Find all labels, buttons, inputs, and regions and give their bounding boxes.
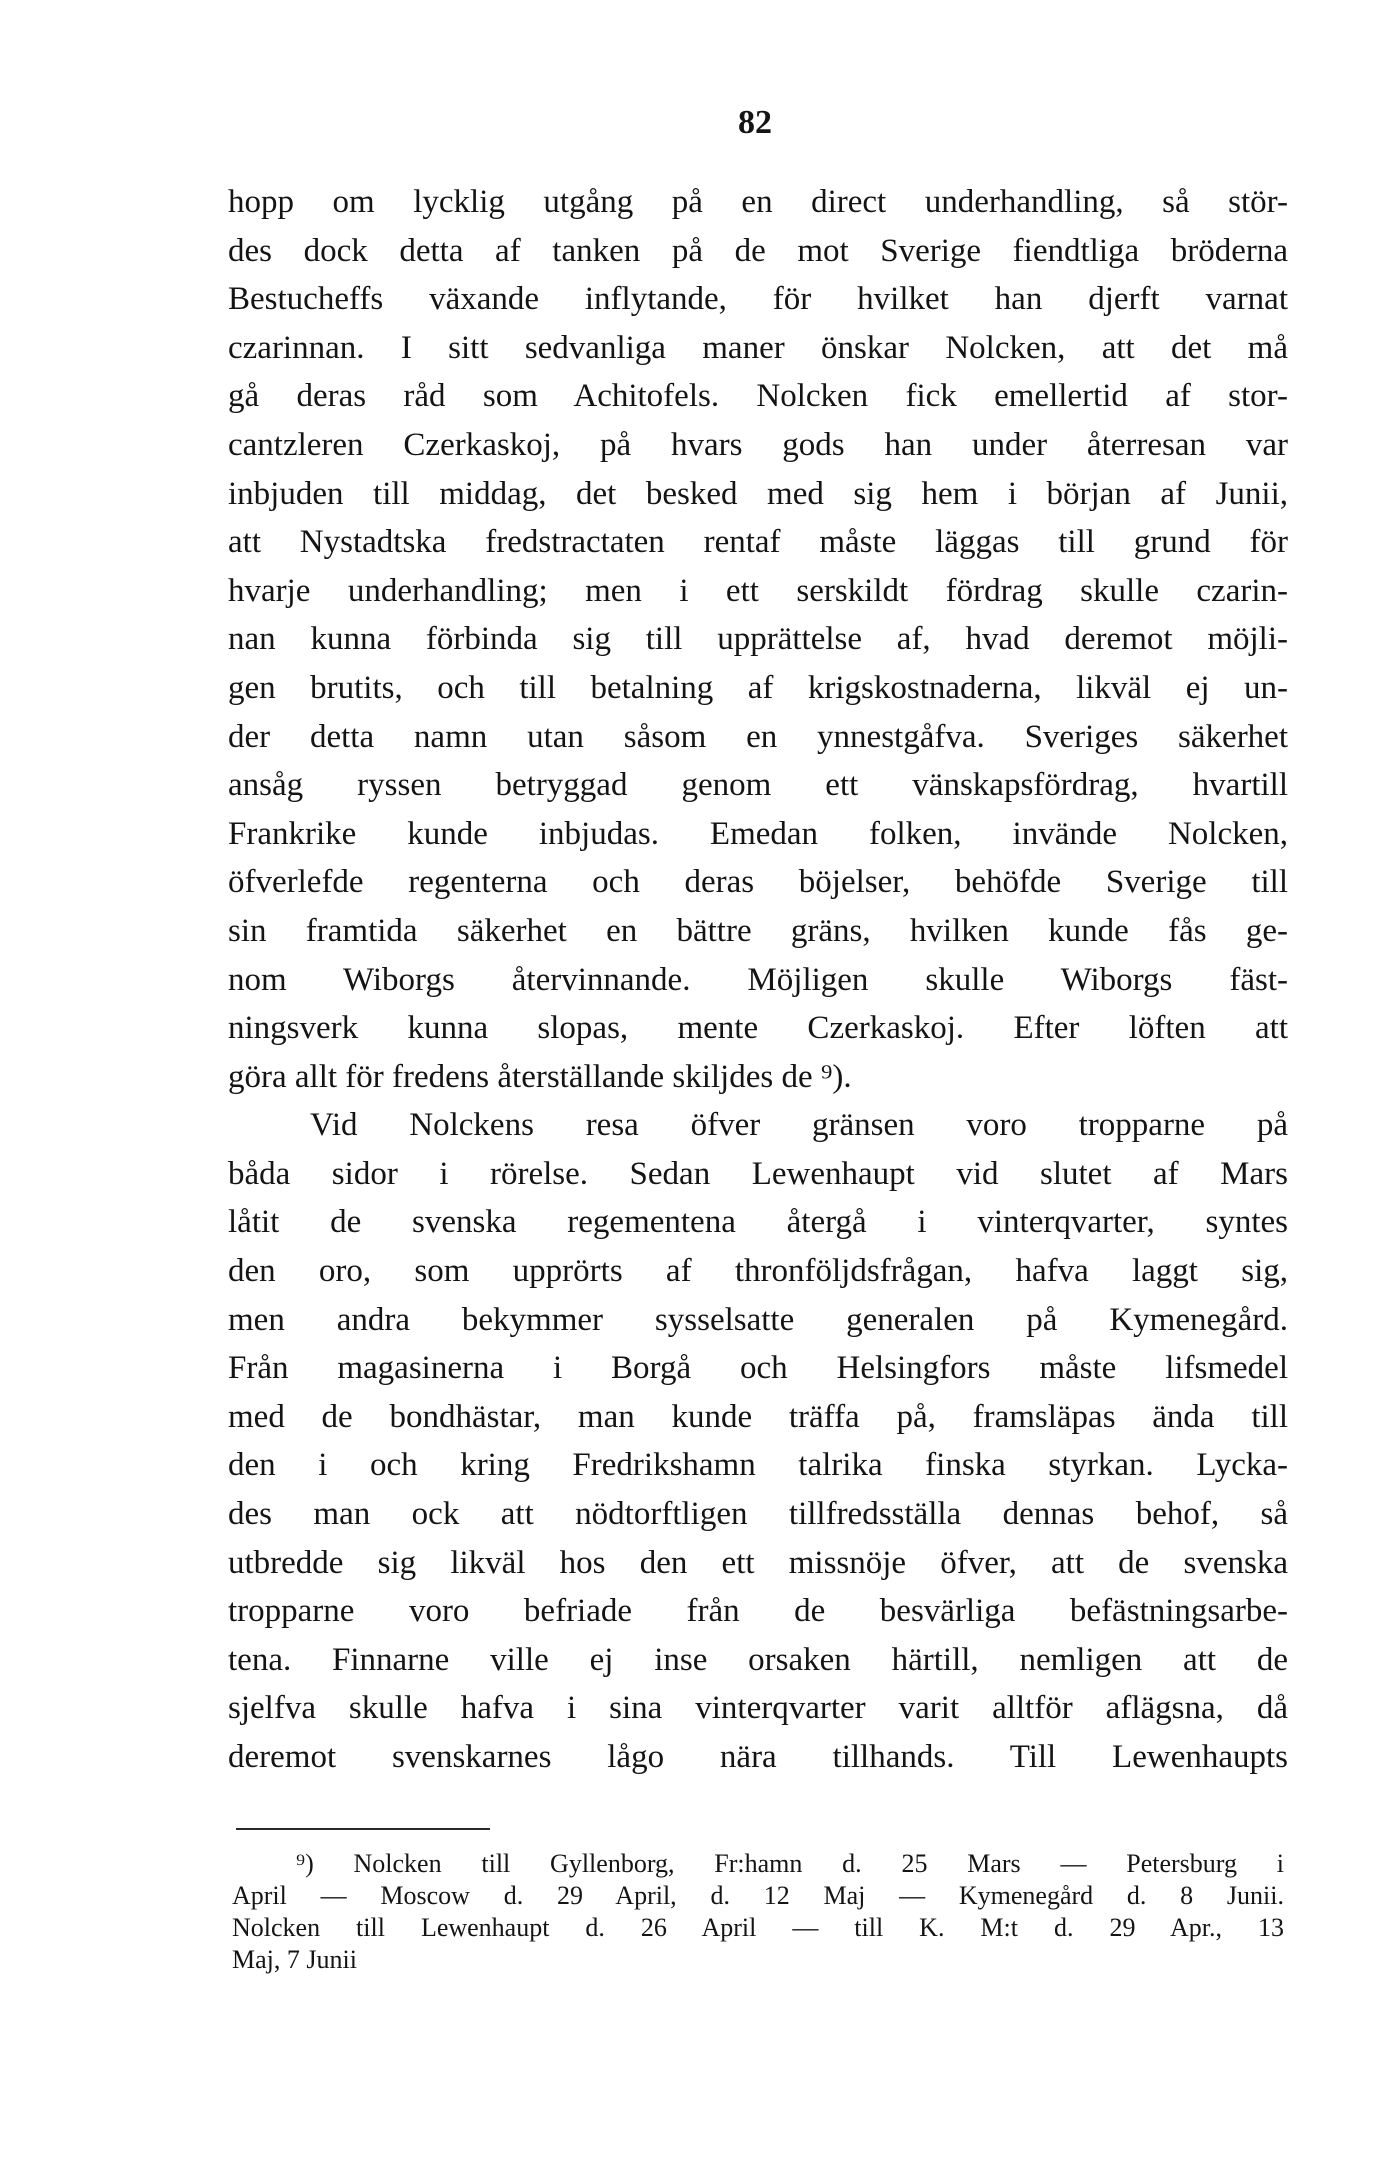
text-line: gen brutits, och till betalning af krigskostnaderna, likväl ej un- xyxy=(228,669,1288,706)
text-line: inbjuden till middag, det besked med sig hem i början af Junii, xyxy=(228,475,1288,512)
footnote-divider xyxy=(236,1828,490,1830)
footnote-line: Nolcken till Lewenhaupt d. 26 April — till K. M:t d. 29 Apr., 13 xyxy=(232,1913,1284,1942)
text-line: der detta namn utan såsom en ynnestgåfva. Sveriges säkerhet xyxy=(228,718,1288,755)
paragraph-start-line: Vid Nolckens resa öfver gränsen voro tropparne på xyxy=(310,1107,1288,1144)
body-text xyxy=(228,178,1288,1782)
text-line: utbredde sig likväl hos den ett missnöje öfver, att de svenska xyxy=(228,1544,1288,1581)
text-line: nan kunna förbinda sig till upprättelse af, hvad deremot möjli- xyxy=(228,621,1288,658)
footnote-line: ⁹) Nolcken till Gyllenborg, Fr:hamn d. 25 Mars — Petersburg i xyxy=(296,1849,1284,1878)
text-line: sin framtida säkerhet en bättre gräns, hvilken kunde fås ge- xyxy=(228,912,1288,949)
text-line: tropparne voro befriade från de besvärliga befästningsarbe- xyxy=(228,1593,1288,1630)
text-line: den oro, som upprörts af thronföljdsfrågan, hafva laggt sig, xyxy=(228,1253,1288,1290)
text-line: nom Wiborgs återvinnande. Möjligen skulle Wiborgs fäst- xyxy=(228,961,1288,998)
text-line: att Nystadtska fredstractaten rentaf måste läggas till grund för xyxy=(228,524,1288,561)
footnote-line: April — Moscow d. 29 April, d. 12 Maj — Kymenegård d. 8 Junii. xyxy=(232,1881,1284,1910)
text-line: den i och kring Fredrikshamn talrika finska styrkan. Lycka- xyxy=(228,1447,1288,1484)
text-line: sjelfva skulle hafva i sina vinterqvarter varit alltför aflägsna, då xyxy=(228,1690,1288,1727)
text-line: Bestucheffs växande inflytande, för hvilket han djerft varnat xyxy=(228,281,1288,318)
text-line: tena. Finnarne ville ej inse orsaken härtill, nemligen att de xyxy=(228,1641,1288,1678)
text-line: ansåg ryssen betryggad genom ett vänskapsfördrag, hvartill xyxy=(228,767,1288,804)
text-line: cantzleren Czerkaskoj, på hvars gods han under återresan var xyxy=(228,426,1288,463)
text-line: des man ock att nödtorftligen tillfredsställa dennas behof, så xyxy=(228,1496,1288,1533)
text-line: czarinnan. I sitt sedvanliga maner önskar Nolcken, att det må xyxy=(228,329,1288,366)
text-line: Från magasinerna i Borgå och Helsingfors måste lifsmedel xyxy=(228,1350,1288,1387)
text-line: Frankrike kunde inbjudas. Emedan folken, invände Nolcken, xyxy=(228,815,1288,852)
text-line: deremot svenskarnes lågo nära tillhands. Till Lewenhaupts xyxy=(228,1739,1288,1775)
text-line: men andra bekymmer sysselsatte generalen på Kymenegård. xyxy=(228,1301,1288,1338)
paragraph-end-line: göra allt för fredens återställande skiljdes de ⁹). xyxy=(228,1058,852,1095)
page-number: 82 xyxy=(738,104,772,141)
text-line: låtit de svenska regementena återgå i vinterqvarter, syntes xyxy=(228,1204,1288,1241)
footnote xyxy=(232,1848,1284,1976)
text-line: ningsverk kunna slopas, mente Czerkaskoj. Efter löften att xyxy=(228,1010,1288,1047)
text-line: gå deras råd som Achitofels. Nolcken fick emellertid af stor- xyxy=(228,378,1288,415)
footnote-line: Maj, 7 Junii xyxy=(232,1945,357,1974)
text-line: hopp om lycklig utgång på en direct underhandling, så stör- xyxy=(228,184,1288,220)
text-line: båda sidor i rörelse. Sedan Lewenhaupt vid slutet af Mars xyxy=(228,1155,1288,1192)
text-line: öfverlefde regenterna och deras böjelser, behöfde Sverige till xyxy=(228,864,1288,901)
text-line: des dock detta af tanken på de mot Sverige fiendtliga bröderna xyxy=(228,232,1288,269)
text-line: med de bondhästar, man kunde träffa på, framsläpas ända till xyxy=(228,1398,1288,1435)
text-line: hvarje underhandling; men i ett serskildt fördrag skulle czarin- xyxy=(228,572,1288,609)
